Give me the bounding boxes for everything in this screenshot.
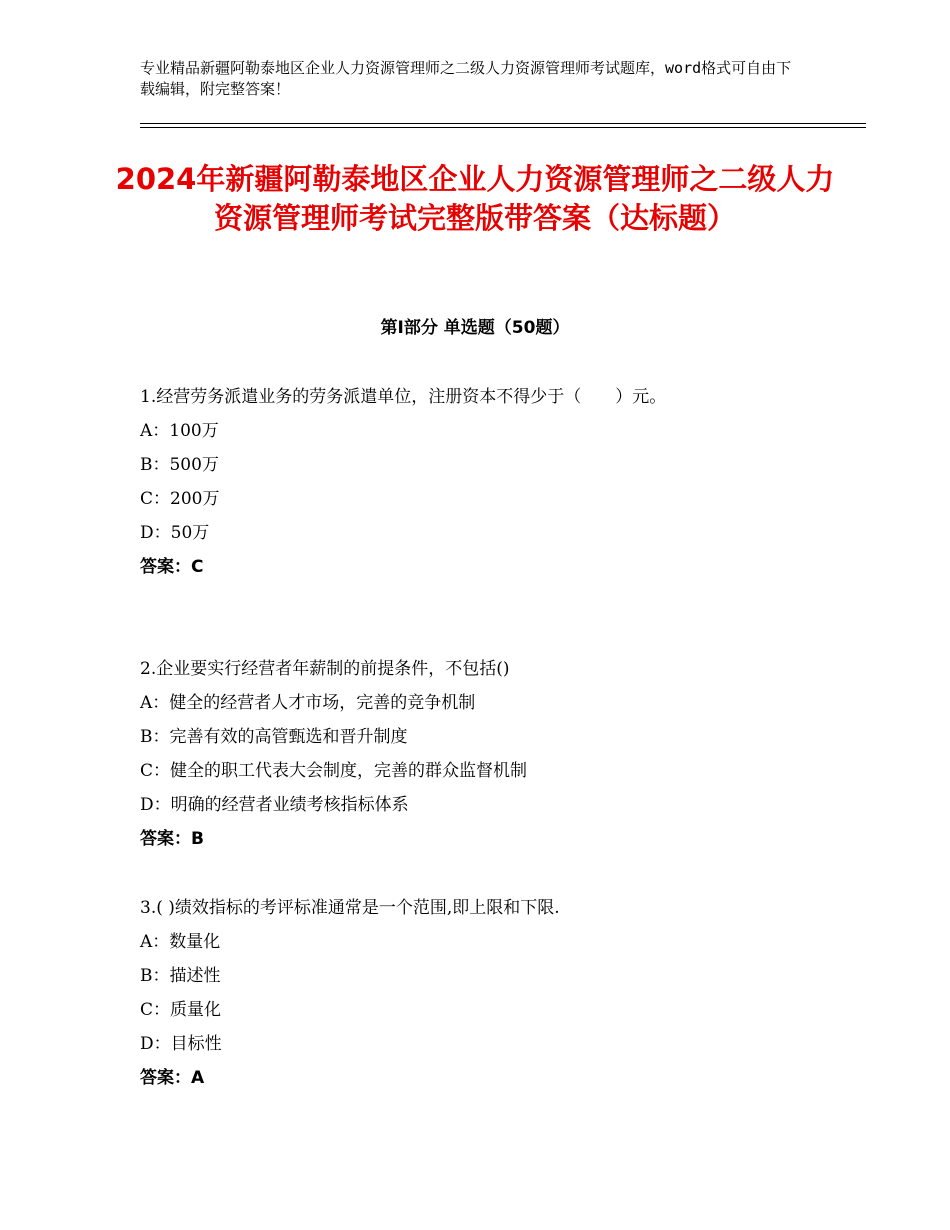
header-divider-top bbox=[140, 123, 866, 124]
option-d: D：明确的经营者业绩考核指标体系 bbox=[140, 795, 409, 815]
document-title: 2024年新疆阿勒泰地区企业人力资源管理师之二级人力资源管理师考试完整版带答案（达标题） bbox=[115, 162, 835, 235]
option-a: A：健全的经营者人才市场，完善的竞争机制 bbox=[140, 693, 476, 713]
question-stem: 1.经营劳务派遣业务的劳务派遣单位，注册资本不得少于（ ）元。 bbox=[140, 387, 667, 407]
option-d: D：50万 bbox=[140, 523, 210, 543]
option-c: C：健全的职工代表大会制度，完善的群众监督机制 bbox=[140, 761, 528, 781]
header-divider-bottom bbox=[140, 127, 866, 128]
question-2 bbox=[140, 652, 780, 856]
question-stem: 2.企业要实行经营者年薪制的前提条件，不包括() bbox=[140, 659, 510, 679]
option-a: A：数量化 bbox=[140, 932, 221, 952]
question-stem: 3.( )绩效指标的考评标准通常是一个范围,即上限和下限. bbox=[140, 898, 560, 918]
answer: 答案：C bbox=[140, 557, 204, 577]
option-b: B：描述性 bbox=[140, 966, 221, 986]
answer: 答案：B bbox=[140, 829, 204, 849]
option-c: C：质量化 bbox=[140, 1000, 222, 1020]
header-note: 专业精品新疆阿勒泰地区企业人力资源管理师之二级人力资源管理师考试题库，word格式可自由下载编辑，附完整答案！ bbox=[140, 59, 792, 98]
option-d: D：目标性 bbox=[140, 1034, 222, 1054]
option-c: C：200万 bbox=[140, 489, 220, 509]
question-3 bbox=[140, 891, 780, 1095]
section-title: 第Ⅰ部分 单选题（50题） bbox=[380, 318, 570, 338]
question-1 bbox=[140, 380, 780, 584]
option-a: A：100万 bbox=[140, 421, 219, 441]
answer: 答案：A bbox=[140, 1068, 205, 1088]
option-b: B：完善有效的高管甄选和晋升制度 bbox=[140, 727, 408, 747]
option-b: B：500万 bbox=[140, 455, 219, 475]
